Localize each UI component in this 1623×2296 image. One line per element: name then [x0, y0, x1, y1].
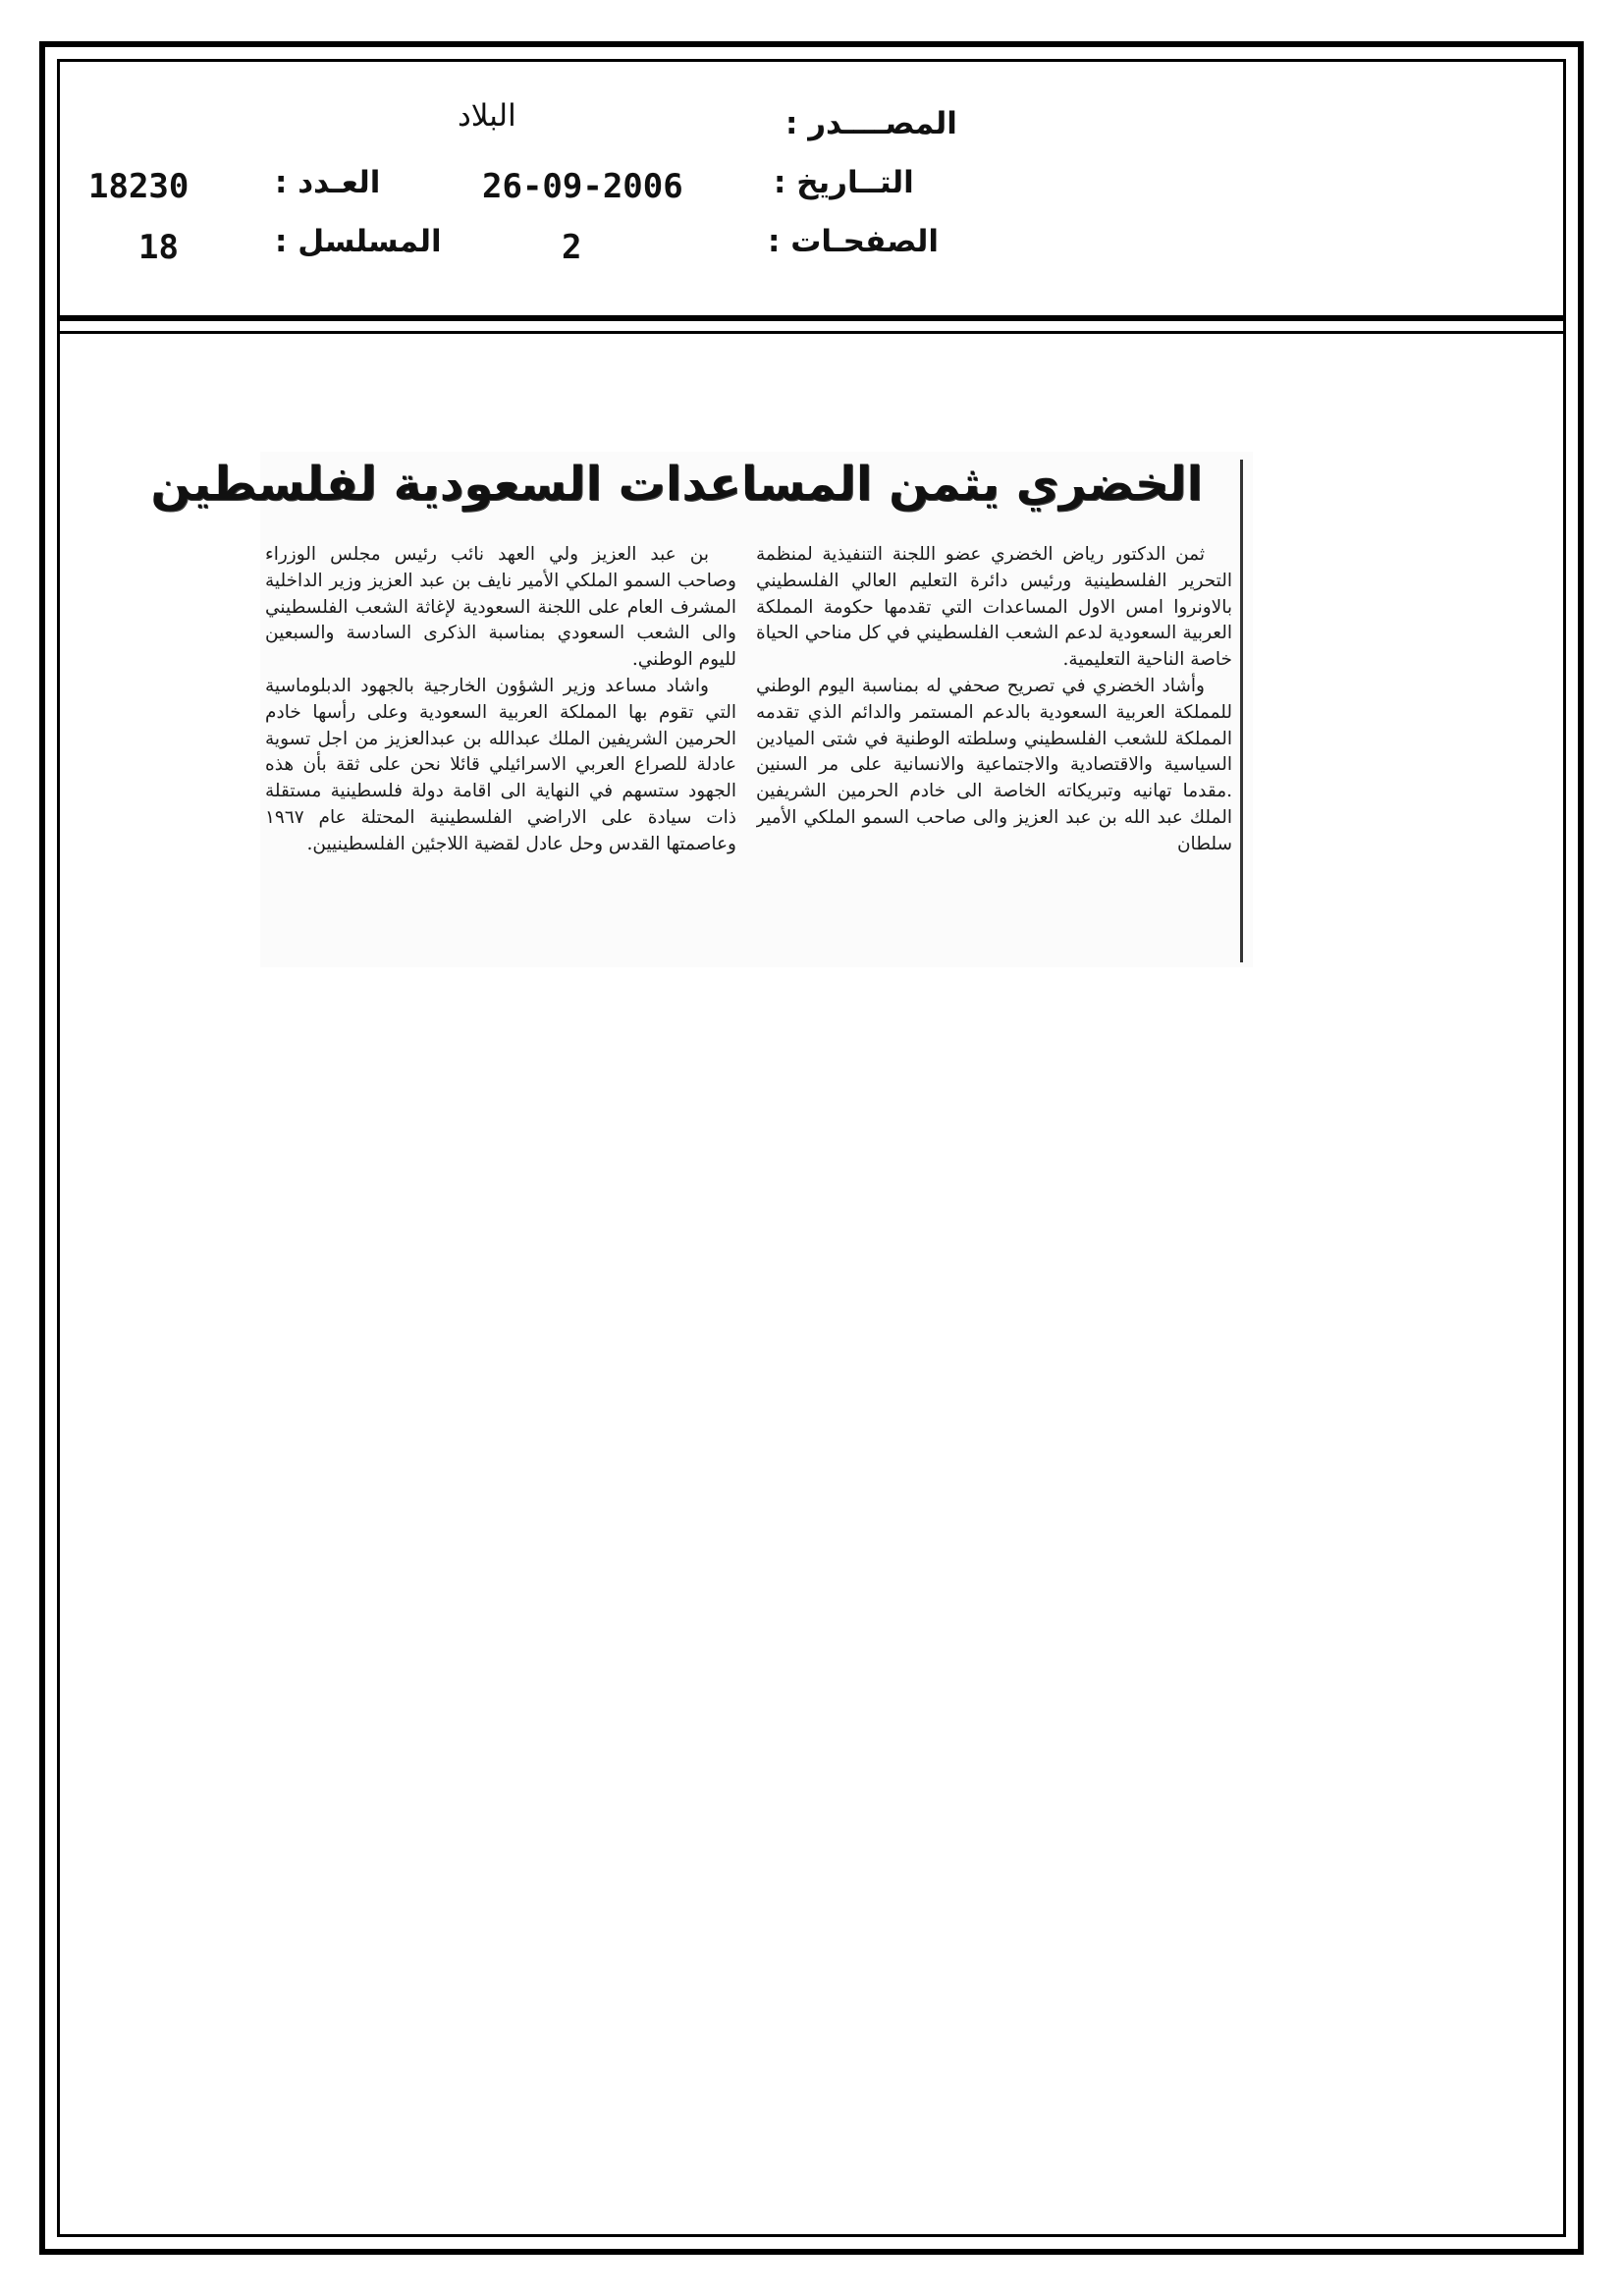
article-paragraph: واشاد مساعد وزير الشؤون الخارجية بالجهود الدبلوماسية التي تقوم بها المملكة العربية السعودية وعلى رأسها خادم الحرمين الشريفين الملك عبدالله بن عبدالعزيز من اجل تسوية عادلة للصراع العربي الاسرائيلي قائلا نحن على ثقة بأن هذه الجهود ستسهم في النهاية الى اقامة دولة فلسطينية مستقلة ذات سيادة على الاراضي الفلسطينية المحتلة عام ١٩٦٧ وعاصمتها القدس وحل عادل لقضية اللاجئين الفلسطينيين. [265, 675, 736, 854]
source-label: المصــــدر : [785, 106, 957, 141]
serial-value: 18 [138, 228, 179, 267]
page-inner-border [57, 59, 1566, 2237]
article-paragraph: وأشاد الخضري في تصريح صحفي له بمناسبة اليوم الوطني للمملكة العربية السعودية بالدعم المستمر والدائم الذي تقدمه المملكة للشعب الفلسطيني وسلطته الوطنية في شتى الميادين السياسية والاقتصادية والاجتماعية والانسانية على مر السنين .مقدما تهانيه وتبريكاته الخاصة الى خادم الحرمين الشريفين الملك عبد الله بن عبد العزيز والى صاحب السمو الملكي الأمير سلطان [756, 675, 1232, 854]
article-paragraph: ثمن الدكتور رياض الخضري عضو اللجنة التنفيذية لمنظمة التحرير الفلسطينية ورئيس دائرة التعليم العالي الفلسطيني بالاونروا امس الاول المساعدات التي تقدمها حكومة المملكة العربية السعودية لدعم الشعب الفلسطيني في كل مناحي الحياة خاصة الناحية التعليمية. [756, 544, 1232, 671]
issue-value: 18230 [88, 167, 189, 206]
header-divider-thin [57, 331, 1566, 334]
issue-label: العـدد : [275, 165, 381, 200]
article-paragraph: بن عبد العزيز ولي العهد نائب رئيس مجلس الوزراء وصاحب السمو الملكي الأمير نايف بن عبد العزيز وزير الداخلية المشرف العام على اللجنة السعودية لإغاثة الشعب الفلسطيني والى الشعب السعودي بمناسبة الذكرى السادسة والسبعين لليوم الوطني. [265, 544, 736, 671]
header-divider-thick [57, 315, 1566, 321]
source-value: البلاد [458, 98, 516, 134]
date-label: التــاريخ : [774, 165, 914, 200]
pages-value: 2 [562, 228, 582, 267]
serial-label: المسلسل : [275, 224, 442, 259]
article-headline: الخضري يثمن المساعدات السعودية لفلسطين [150, 457, 1203, 512]
clipping-column-rule [1240, 460, 1243, 962]
article-column-right [756, 542, 1232, 964]
date-value: 26-09-2006 [482, 167, 683, 206]
pages-label: الصفحـات : [768, 224, 940, 259]
article-column-left [265, 542, 736, 964]
